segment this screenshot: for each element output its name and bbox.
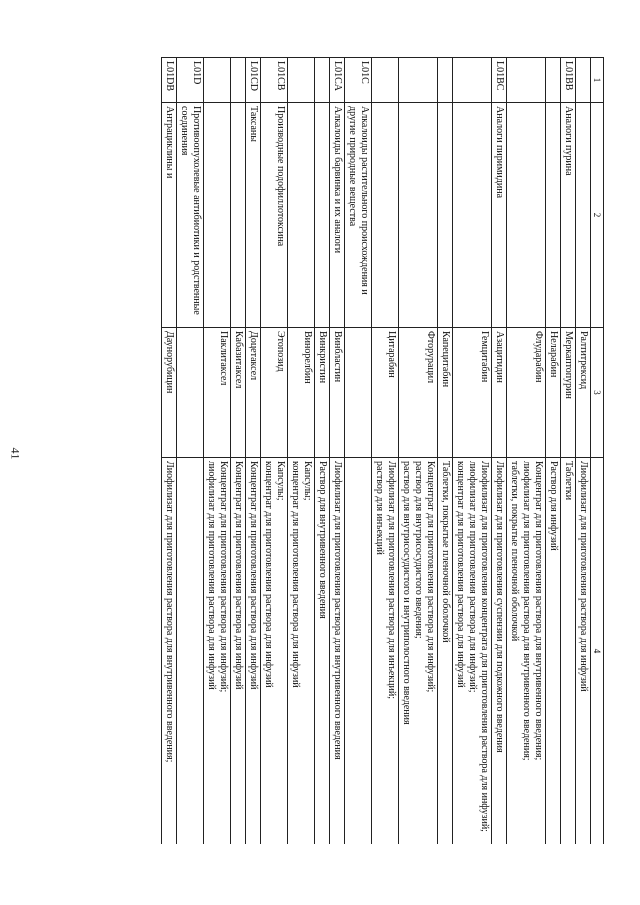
- rotated-page-frame: [88, 57, 604, 844]
- drug-name-cell: Винкристин: [315, 328, 330, 458]
- group-cell: [315, 103, 330, 328]
- dosage-form-line: Концентрат для приготовления раствора для внутривенного введения;: [533, 461, 544, 761]
- table-row: [330, 58, 345, 845]
- dosage-forms-cell: [231, 458, 246, 845]
- dosage-form-line: Концентрат для приготовления раствора для инфузий: [233, 461, 244, 690]
- dosage-form-line: Капсулы;: [302, 461, 313, 501]
- dosage-form-line: концентрат для приготовления раствора для инфузий: [263, 461, 274, 688]
- dosage-forms-cell: [246, 458, 261, 845]
- group-cell: Противоопухолевые антибиотики и родственные соединения: [177, 103, 204, 328]
- dosage-forms-cell: [177, 458, 204, 845]
- header-cell-3: 3: [591, 328, 604, 458]
- table-row: [372, 58, 399, 845]
- atc-code-cell: [438, 58, 453, 103]
- atc-code-cell: [372, 58, 399, 103]
- dosage-form-line: лиофилизат для приготовления раствора для инфузий: [206, 461, 217, 690]
- atc-code-cell: [507, 58, 546, 103]
- drug-name-cell: Фторурацил: [399, 328, 438, 458]
- dosage-form-line: Раствор для инфузий: [548, 461, 559, 551]
- dosage-form-line: Лиофилизат для приготовления суспензии для подкожного введения: [494, 461, 505, 753]
- drug-name-cell: Капецитабин: [438, 328, 453, 458]
- drug-name-cell: [345, 328, 372, 458]
- drug-name-cell: Паклитаксел: [204, 328, 231, 458]
- dosage-forms-cell: [438, 458, 453, 845]
- drug-name-cell: Неларабин: [546, 328, 561, 458]
- dosage-forms-cell: [399, 458, 438, 845]
- drug-name-cell: Азацитидин: [492, 328, 507, 458]
- table-row: [177, 58, 204, 845]
- drug-name-cell: Винбластин: [330, 328, 345, 458]
- header-cell-4: 4: [591, 458, 604, 845]
- table-row: [204, 58, 231, 845]
- group-cell: [399, 103, 438, 328]
- atc-code-cell: L01CB: [261, 58, 288, 103]
- atc-code-cell: L01C: [345, 58, 372, 103]
- group-cell: [507, 103, 546, 328]
- header-cell-1: 1: [591, 58, 604, 103]
- drug-name-cell: Кабазитаксел: [231, 328, 246, 458]
- table-row: [492, 58, 507, 845]
- dosage-forms-cell: [288, 458, 315, 845]
- dosage-form-line: Капсулы;: [275, 461, 286, 501]
- table-row: [546, 58, 561, 845]
- table-row: [345, 58, 372, 845]
- group-cell: [372, 103, 399, 328]
- rotated-content: [88, 57, 604, 844]
- atc-code-cell: [231, 58, 246, 103]
- dosage-forms-cell: [204, 458, 231, 845]
- dosage-form-line: таблетки, покрытые пленочной оболочкой: [509, 461, 520, 642]
- group-cell: Производные подофиллотоксина: [261, 103, 288, 328]
- atc-code-cell: [453, 58, 492, 103]
- dosage-forms-cell: [261, 458, 288, 845]
- group-cell: [204, 103, 231, 328]
- drug-name-cell: Даунорубицин: [162, 328, 177, 458]
- header-cell-2: 2: [591, 103, 604, 328]
- group-cell: [453, 103, 492, 328]
- dosage-forms-cell: [315, 458, 330, 845]
- atc-code-cell: L01DB: [162, 58, 177, 103]
- drug-name-cell: Гемцитабин: [453, 328, 492, 458]
- drug-name-cell: Доцетаксел: [246, 328, 261, 458]
- group-cell: [576, 103, 591, 328]
- dosage-form-line: лиофилизат для приготовления раствора для инфузий;: [467, 461, 478, 693]
- dosage-form-line: концентрат для приготовления раствора для инфузий: [455, 461, 466, 688]
- atc-code-cell: [546, 58, 561, 103]
- drug-name-cell: Флударабин: [507, 328, 546, 458]
- dosage-form-line: Концентрат для приготовления раствора для инфузий;: [218, 461, 229, 693]
- dosage-form-line: Лиофилизат для приготовления раствора для внутривенного введения;: [164, 461, 175, 763]
- group-cell: [546, 103, 561, 328]
- table-row: [399, 58, 438, 845]
- table-row: [246, 58, 261, 845]
- dosage-form-line: Концентрат для приготовления раствора для инфузий;: [425, 461, 436, 693]
- table-row: [438, 58, 453, 845]
- drug-name-cell: Меркаптопурин: [561, 328, 576, 458]
- group-cell: [438, 103, 453, 328]
- dosage-form-line: Таблетки, покрытые пленочной оболочкой: [440, 461, 451, 643]
- group-cell: [231, 103, 246, 328]
- header-row: [591, 58, 604, 845]
- atc-code-cell: L01CA: [330, 58, 345, 103]
- table-row: [261, 58, 288, 845]
- atc-code-cell: [399, 58, 438, 103]
- dosage-form-line: Раствор для внутривенного введения: [317, 461, 328, 619]
- atc-code-cell: [288, 58, 315, 103]
- table-row: [288, 58, 315, 845]
- atc-code-cell: L01CD: [246, 58, 261, 103]
- table-row: [231, 58, 246, 845]
- table-row: [162, 58, 177, 845]
- dosage-form-line: Концентрат для приготовления раствора для инфузий: [248, 461, 259, 690]
- drug-table: [161, 57, 604, 844]
- atc-code-cell: L01BC: [492, 58, 507, 103]
- atc-code-cell: L01BB: [561, 58, 576, 103]
- dosage-form-line: лиофилизат для приготовления раствора для внутривенного введения;: [521, 461, 532, 761]
- group-cell: Аналоги пурина: [561, 103, 576, 328]
- dosage-forms-cell: [561, 458, 576, 845]
- dosage-forms-cell: [576, 458, 591, 845]
- drug-name-cell: Ралтитрексид: [576, 328, 591, 458]
- dosage-form-line: раствор для инъекций: [374, 461, 385, 555]
- dosage-form-line: раствор для внутрисосудистого введения;: [413, 461, 424, 639]
- table-row: [576, 58, 591, 845]
- dosage-forms-cell: [330, 458, 345, 845]
- dosage-forms-cell: [372, 458, 399, 845]
- dosage-forms-cell: [507, 458, 546, 845]
- dosage-forms-cell: [453, 458, 492, 845]
- group-cell: Антрациклины и: [162, 103, 177, 328]
- drug-name-cell: Цитарабин: [372, 328, 399, 458]
- dosage-form-line: концентрат для приготовления раствора для инфузий: [290, 461, 301, 688]
- dosage-forms-cell: [492, 458, 507, 845]
- drug-name-cell: Винорелбин: [288, 328, 315, 458]
- table-row: [315, 58, 330, 845]
- atc-code-cell: [315, 58, 330, 103]
- dosage-forms-cell: [162, 458, 177, 845]
- drug-name-cell: Этопозид: [261, 328, 288, 458]
- atc-code-cell: [204, 58, 231, 103]
- dosage-form-line: Лиофилизат для приготовления раствора для инъекций;: [386, 461, 397, 699]
- page-number: 41: [8, 447, 23, 460]
- atc-code-cell: [576, 58, 591, 103]
- group-cell: Алкалоиды растительного происхождения и другие природные вещества: [345, 103, 372, 328]
- group-cell: Алкалоиды барвинка и их аналоги: [330, 103, 345, 328]
- dosage-form-line: Лиофилизат для приготовления концентрата для приготовления раствора для инфузий;: [479, 461, 490, 832]
- table-row: [507, 58, 546, 845]
- dosage-form-line: Таблетки: [563, 461, 574, 501]
- drug-name-cell: [177, 328, 204, 458]
- dosage-form-line: раствор для внутрисосудистого и внутриполостного введения: [401, 461, 412, 725]
- group-cell: Аналоги пиримидина: [492, 103, 507, 328]
- table-row: [453, 58, 492, 845]
- dosage-forms-cell: [345, 458, 372, 845]
- group-cell: Таксаны: [246, 103, 261, 328]
- dosage-forms-cell: [546, 458, 561, 845]
- group-cell: [288, 103, 315, 328]
- dosage-form-line: Лиофилизат для приготовления раствора для инфузий: [578, 461, 589, 692]
- atc-code-cell: L01D: [177, 58, 204, 103]
- table-row: [561, 58, 576, 845]
- dosage-form-line: Лиофилизат для приготовления раствора для внутривенного введения: [332, 461, 343, 760]
